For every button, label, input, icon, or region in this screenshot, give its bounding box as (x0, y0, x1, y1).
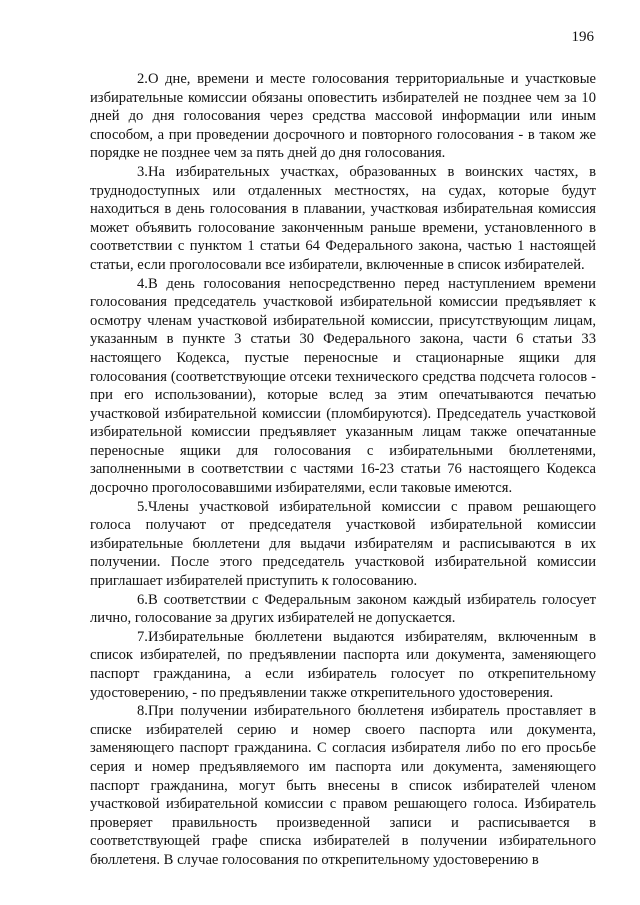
paragraph-4: 4.В день голосования непосредственно перед наступлением времени голосования председатель участковой избирательной комиссии предъявляет к осмотру членам участковой избирательной комиссии, присутствующим лицам, указанным в пункте 3 статьи 30 Федерального закона, части 6 статьи 33 настоящего Кодекса, пустые переносные и стационарные ящики для голосования (соответствующие отсеки технического средства подсчета голосов - при его использовании), которые вслед за этим опечатываются печатью участковой избирательной комиссии (пломбируются). Председатель участковой избирательной комиссии предъявляет указанным лицам также опечатанные переносные ящики для голосования с избирательными бюллетенями, заполненными в соответствии с частями 16-23 статьи 76 настоящего Кодекса досрочно проголосовавшими избирателями, если таковые имеются. (90, 275, 596, 497)
paragraph-3: 3.На избирательных участках, образованных в воинских частях, в труднодоступных или отдаленных местностях, на судах, которые будут находиться в день голосования в плавании, участковая избирательная комиссия может объявить голосование законченным раньше времени, установленного в соответствии с пунктом 1 статьи 64 Федерального закона, частью 1 настоящей статьи, если проголосовали все избиратели, включенные в список избирателей. (90, 163, 596, 273)
paragraph-7: 7.Избирательные бюллетени выдаются избирателям, включенным в список избирателей, по предъявлении паспорта или документа, заменяющего паспорт гражданина, а если избиратель голосует по открепительному удостоверению, - по предъявлении также открепительного удостоверения. (90, 628, 596, 701)
paragraph-2: 2.О дне, времени и месте голосования территориальные и участковые избирательные комиссии обязаны оповестить избирателей не позднее чем за 10 дней до дня голосования через средства массовой информации или иным способом, а при проведении досрочного и повторного голосования - в таком же порядке не позднее чем за пять дней до дня голосования. (90, 71, 596, 162)
page-number: 196 (571, 29, 594, 45)
paragraph-8: 8.При получении избирательного бюллетеня избиратель проставляет в списке избирателей серию и номер своего паспорта или документа, заменяющего паспорт гражданина. С согласия избирателя либо по его просьбе серия и номер предъявляемого им паспорта или документа, заменяющего паспорт гражданина, могут быть внесены в список избирателей членом участковой избирательной комиссии с правом решающего голоса. Избиратель проверяет правильность произведенной записи и расписывается в соответствующей графе списка избирателей в получении избирательного бюллетеня. В случае голосования по открепительному удостоверению в (90, 703, 596, 868)
paragraph-6: 6.В соответствии с Федеральным законом каждый избиратель голосует лично, голосование за других избирателей не допускается. (90, 591, 596, 627)
paragraph-5: 5.Члены участковой избирательной комиссии с правом решающего голоса получают от председателя участковой избирательной комиссии избирательные бюллетени для выдачи избирателям и расписываются в их получении. После этого председатель участковой избирательной комиссии приглашает избирателей приступить к голосованию. (90, 498, 596, 590)
document-body (90, 70, 596, 870)
